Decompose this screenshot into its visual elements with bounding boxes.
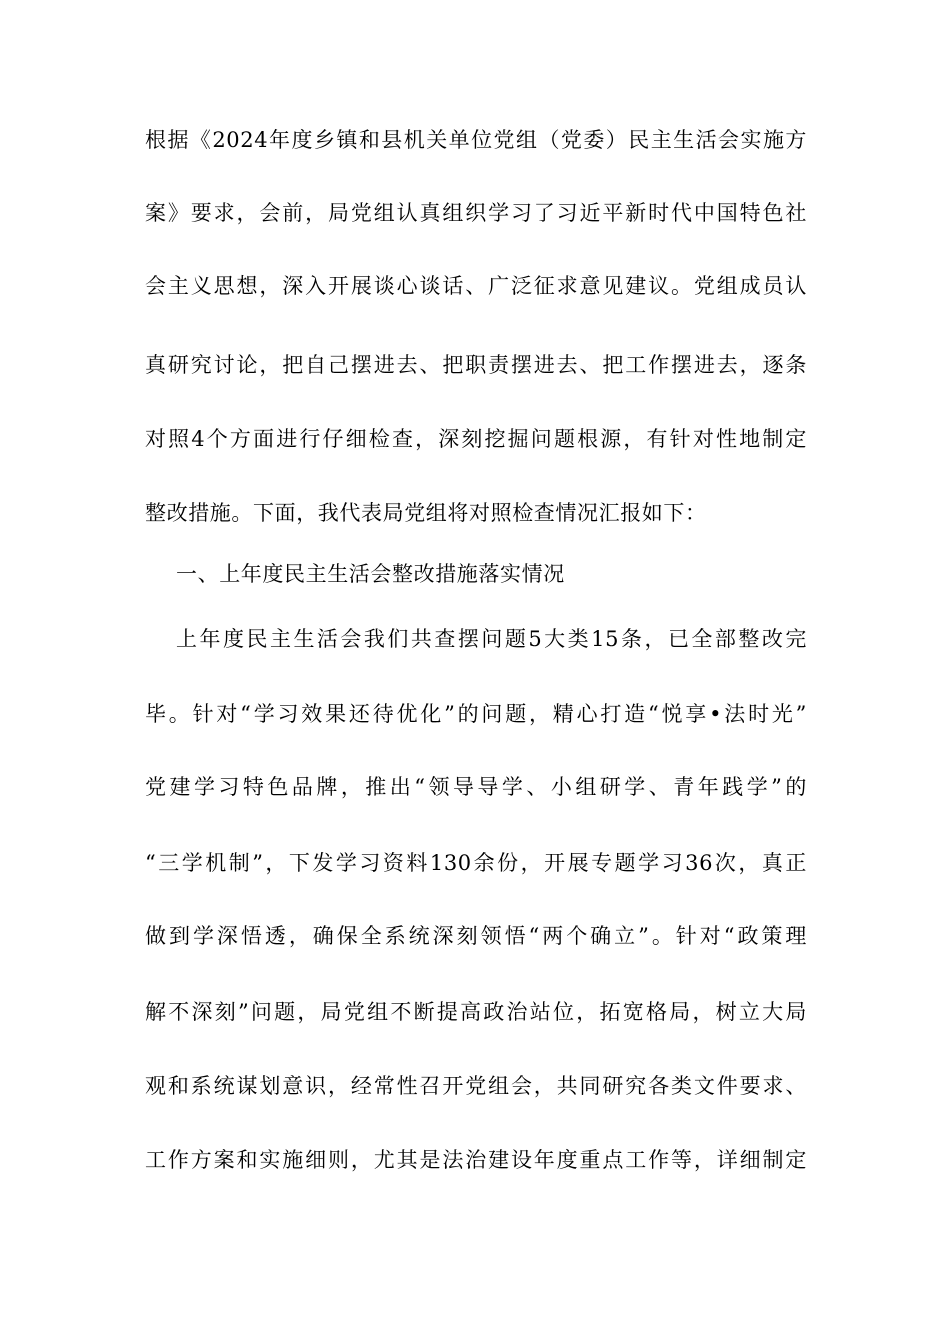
paragraph2-line-4: “三学机制”，下发学习资料130余份，开展专题学习36次，真正: [145, 851, 807, 875]
paragraph2-line-2: 毕。针对“学习效果还待优化”的问题，精心打造“悦享•法时光”: [145, 702, 807, 726]
paragraph-line-3: 会主义思想，深入开展谈心谈话、广泛征求意见建议。党组成员认: [145, 274, 807, 298]
paragraph2-line-7: 观和系统谋划意识，经常性召开党组会，共同研究各类文件要求、: [145, 1074, 807, 1098]
paragraph2-line-5: 做到学深悟透，确保全系统深刻领悟“两个确立”。针对“政策理: [145, 924, 807, 948]
paragraph2-line-8: 工作方案和实施细则，尤其是法治建设年度重点工作等，详细制定: [145, 1148, 807, 1172]
section-heading: 一、上年度民主生活会整改措施落实情况: [176, 562, 565, 586]
paragraph-line-6: 整改措施。下面，我代表局党组将对照检查情况汇报如下：: [145, 501, 707, 525]
paragraph2-line-6: 解不深刻”问题，局党组不断提高政治站位，拓宽格局，树立大局: [145, 1000, 807, 1024]
paragraph-line-2: 案》要求，会前，局党组认真组织学习了习近平新时代中国特色社: [145, 201, 807, 225]
paragraph-line-4: 真研究讨论，把自己摆进去、把职责摆进去、把工作摆进去，逐条: [145, 353, 807, 377]
paragraph2-line-3: 党建学习特色品牌，推出“领导导学、小组研学、青年践学”的: [145, 775, 807, 799]
paragraph-line-5: 对照4个方面进行仔细检查，深刻挖掘问题根源，有针对性地制定: [145, 427, 807, 451]
paragraph-line-1: 根据《2024年度乡镇和县机关单位党组（党委）民主生活会实施方: [145, 128, 807, 152]
paragraph2-line-1: 上年度民主生活会我们共查摆问题5大类15条，已全部整改完: [176, 627, 807, 651]
